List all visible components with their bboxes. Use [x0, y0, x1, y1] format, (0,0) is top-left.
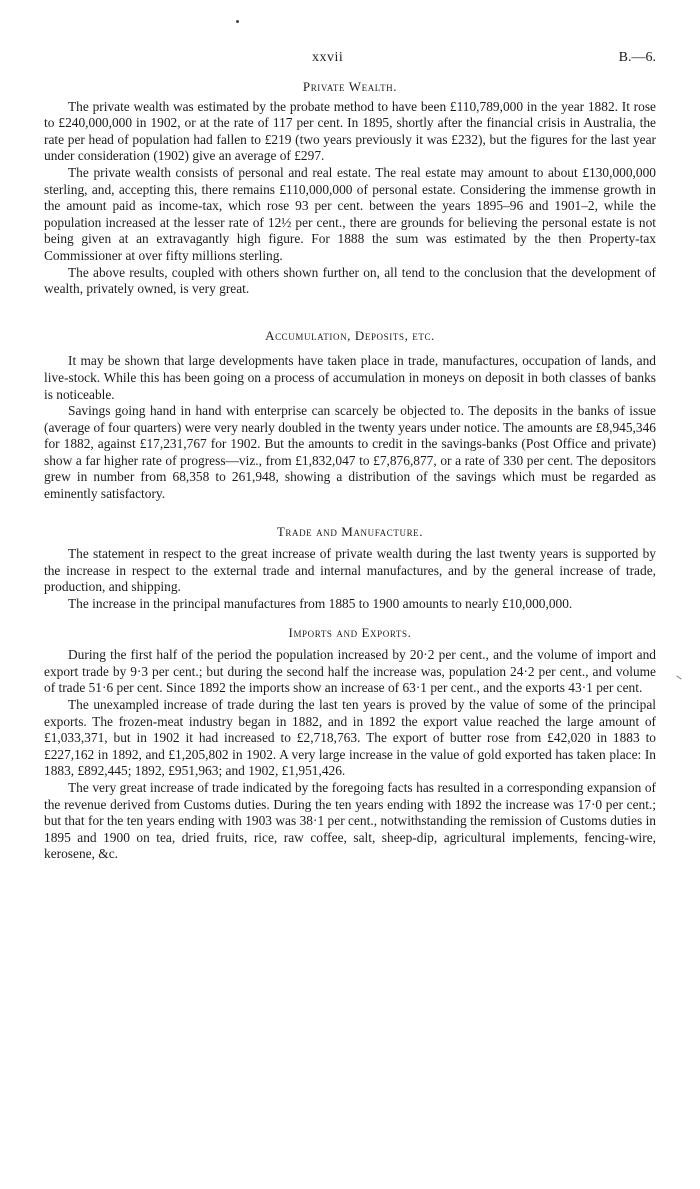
paragraph: The private wealth was estimated by the probate method to have been £110,789,000 in the year 1882. It rose to £240,000,000 in 1902, or at the rate of 117 per cent. In 1895, shortly after the financial crisis in Australia, the rate per head of population had fallen to £219 (two years previously it was £232), but the figures for the last year under consideration (1902) give an average of £297.	[44, 98, 656, 164]
paragraph: The very great increase of trade indicated by the foregoing facts has resulted in a corresponding expansion of the revenue derived from Customs duties. During the ten years ending with 1892 the increase was 17·0 per cent.; but that for the ten years ending with 1903 was 38·1 per cent., notwithstanding the remission of Customs duties in 1895 and 1900 on tea, dried fruits, rice, raw coffee, salt, sheep-dip, agricultural implements, fencing-wire, kerosene, &c.	[44, 779, 656, 862]
paragraph: The unexampled increase of trade during the last ten years is proved by the value of some of the principal exports. The frozen-meat industry began in 1882, and in 1892 the export value reached the large amount of £1,033,371, but in 1902 it had increased to £2,718,763. The export of butter rose from £42,020 in 1883 to £227,162 in 1892, and £1,205,802 in 1902. A very large increase in the value of gold exported has taken place: In 1883, £892,445; 1892, £951,963; and 1902, £1,951,426.	[44, 697, 656, 779]
paragraph: The private wealth consists of personal and real estate. The real estate may amount to about £130,000,000 sterling, and, accepting this, there remains £110,000,000 of personal estate. Considering the immense growth in the amount paid as income-tax, which rose 93 per cent. between the years 1895–96 and 1901–2, while the population increased at the lesser rate of 12½ per cent., there are grounds for believing the personal estate is not being given at an extravagantly high figure. For 1888 the sum was estimated by the then Property-tax Commissioner at over fifty millions sterling.	[44, 164, 656, 263]
paragraph: During the first half of the period the population increased by 20·2 per cent., and the volume of import and export trade by 9·3 per cent.; but during the second half the increase was, population 24·2 per cent., and volume of trade 51·6 per cent. Since 1892 the imports show an increase of 63·1 per cent., and the exports 43·1 per cent.	[44, 647, 656, 696]
paragraph: The increase in the principal manufactures from 1885 to 1900 amounts to nearly £10,000,000.	[68, 596, 573, 612]
paragraph: The statement in respect to the great increase of private wealth during the last twenty years is supported by the increase in respect to the external trade and internal manufactures, and by the general increase of trade, production, and shipping.	[44, 546, 656, 595]
page-header	[0, 50, 700, 70]
document-reference: B.—6.	[618, 50, 656, 65]
section-heading: Accumulation, Deposits, etc.	[265, 327, 435, 343]
paragraph: It may be shown that large developments have taken place in trade, manufactures, occupation of lands, and live-stock. While this has been going on a process of accumulation in moneys on deposit in both classes of banks is noticeable.	[44, 353, 656, 402]
document-body	[44, 79, 656, 863]
section-trade-manufacture	[44, 524, 656, 613]
section-accumulation-deposits	[44, 328, 656, 503]
page-number: xxvii	[312, 50, 344, 65]
section-heading: Trade and Manufacture.	[276, 523, 424, 539]
section-heading: Private Wealth.	[302, 79, 398, 94]
paragraph: Savings going hand in hand with enterprise can scarcely be objected to. The deposits in the banks of issue (average of four quarters) were very nearly doubled in the twenty years under notice. The amounts are £8,945,346 for 1882, against £17,231,767 for 1902. But the amounts to credit in the savings-banks (Post Office and private) show a far higher rate of progress—viz., from £1,832,047 to £7,876,877, or a rate of 330 per cent. The depositors grew in number from 68,358 to 261,948, showing a distribution of the savings which must be regarded as eminently satisfactory.	[44, 403, 656, 502]
paragraph: The above results, coupled with others shown further on, all tend to the conclusion that the development of wealth, privately owned, is very great.	[44, 264, 656, 297]
section-private-wealth	[44, 79, 656, 298]
margin-mark	[676, 675, 681, 679]
section-heading: Imports and Exports.	[288, 624, 412, 640]
stray-mark	[236, 20, 239, 23]
section-imports-exports	[44, 625, 656, 863]
